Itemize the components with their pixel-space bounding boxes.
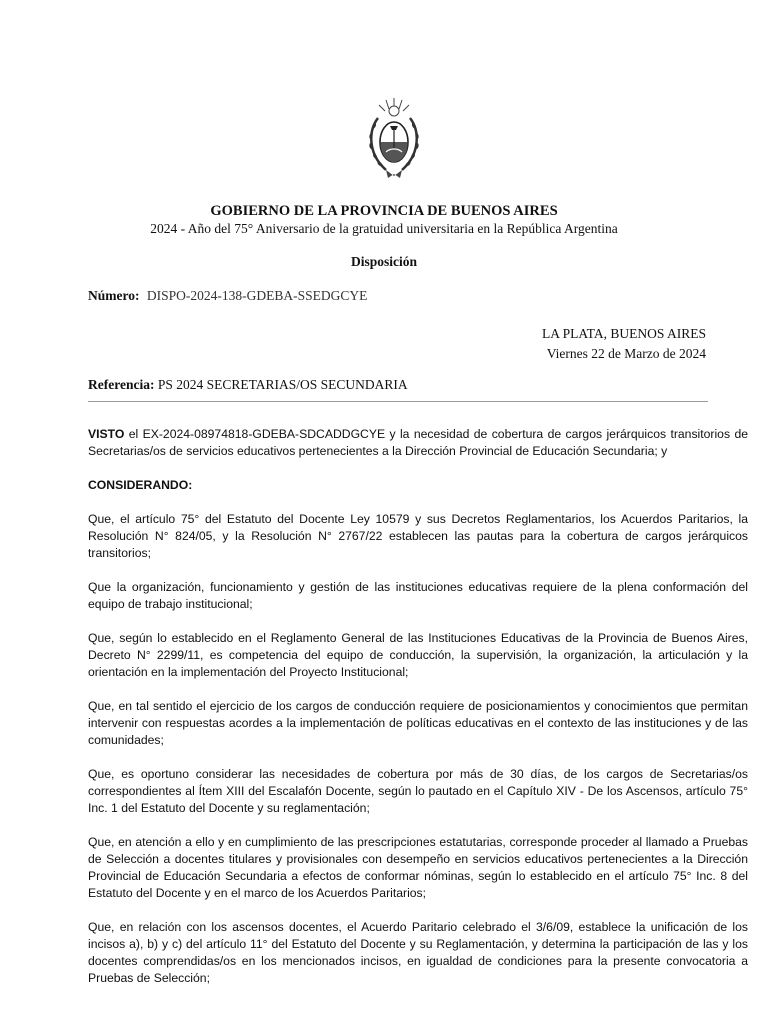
date: Viernes 22 de Marzo de 2024 xyxy=(546,346,706,361)
reference xyxy=(88,377,408,393)
paragraph: Que, en relación con los ascensos docentes, el Acuerdo Paritario celebrado el 3/6/09, establece la unificación de los incisos a), b) y c) del artículo 11° del Estatuto del Docente y su Reglamentación, y determina la participación de las y los docentes comprendidas/os en los mencionados incisos, en igualdad de condiciones para la presente convocatoria a Pruebas de Selección; xyxy=(88,920,748,985)
paragraph: Que, en tal sentido el ejercicio de los cargos de conducción requiere de posicionamientos y conocimientos que permitan intervenir con respuestas acordes a la implementación de políticas educativas en el contexto de las instituciones y de las comunidades; xyxy=(88,699,748,747)
document-body xyxy=(88,426,748,1004)
considerando-heading: CONSIDERANDO: xyxy=(88,478,193,492)
document-number xyxy=(88,288,367,304)
reference-value: PS 2024 SECRETARIAS/OS SECUNDARIA xyxy=(157,377,408,392)
year-motto: 2024 - Año del 75° Aniversario de la gratuidad universitaria en la República Argentina xyxy=(150,221,618,236)
place-date-block xyxy=(542,324,706,364)
paragraph: Que, el artículo 75° del Estatuto del Docente Ley 10579 y sus Decretos Reglamentarios, los Acuerdos Paritarios, la Resolución N° 824/05, y la Resolución N° 2767/22 establecen las pautas para la cobertura de cargos jerárquicos transitorios; xyxy=(88,512,748,560)
paragraph: Que la organización, funcionamiento y gestión de las instituciones educativas requiere de la plena conformación del equipo de trabajo institucional; xyxy=(88,580,748,611)
paragraph: Que, en atención a ello y en cumplimiento de las prescripciones estatutarias, corresponde proceder al llamado a Pruebas de Selección a docentes titulares y provisionales con desempeño en servicios educativos pertenecientes a la Dirección Provincial de Educación Secundaria a efectos de conformar nóminas, según lo establecido en el artículo 75° Inc. 8 del Estatuto del Docente y en el marco de los Acuerdos Paritarios; xyxy=(88,835,748,900)
document-number-label: Número: xyxy=(88,288,140,303)
document-type: Disposición xyxy=(350,254,418,269)
paragraph: Que, según lo establecido en el Reglamento General de las Instituciones Educativas de la Provincia de Buenos Aires, Decreto N° 2299/11, es competencia del equipo de conducción, la supervisión, la organización, la articulación y la orientación en la implementación del Proyecto Institucional; xyxy=(88,631,748,679)
visto-paragraph xyxy=(88,426,748,460)
visto-text: el EX-2024-08974818-GDEBA-SDCADDGCYE y la necesidad de cobertura de cargos jerárquicos transitorios de Secretarias/os de servicios educativos pertenecientes a la Dirección Provincial de Educación Secundaria; y xyxy=(88,427,748,458)
provincial-coat-of-arms-icon xyxy=(364,96,424,182)
header-divider xyxy=(88,401,708,402)
document-number-value: DISPO-2024-138-GDEBA-SSEDGCYE xyxy=(146,288,368,303)
reference-label: Referencia: xyxy=(88,377,155,392)
place: LA PLATA, BUENOS AIRES xyxy=(542,326,706,341)
paragraph: Que, es oportuno considerar las necesidades de cobertura por más de 30 días, de los cargos de Secretarias/os correspondientes al Ítem XIII del Escalafón Docente, según lo pautado en el Capítulo XIV - De los Ascensos, artículo 75° Inc. 1 del Estatuto del Docente y su reglamentación; xyxy=(88,767,748,815)
visto-label: VISTO xyxy=(88,427,125,441)
government-title: GOBIERNO DE LA PROVINCIA DE BUENOS AIRES xyxy=(210,203,558,219)
